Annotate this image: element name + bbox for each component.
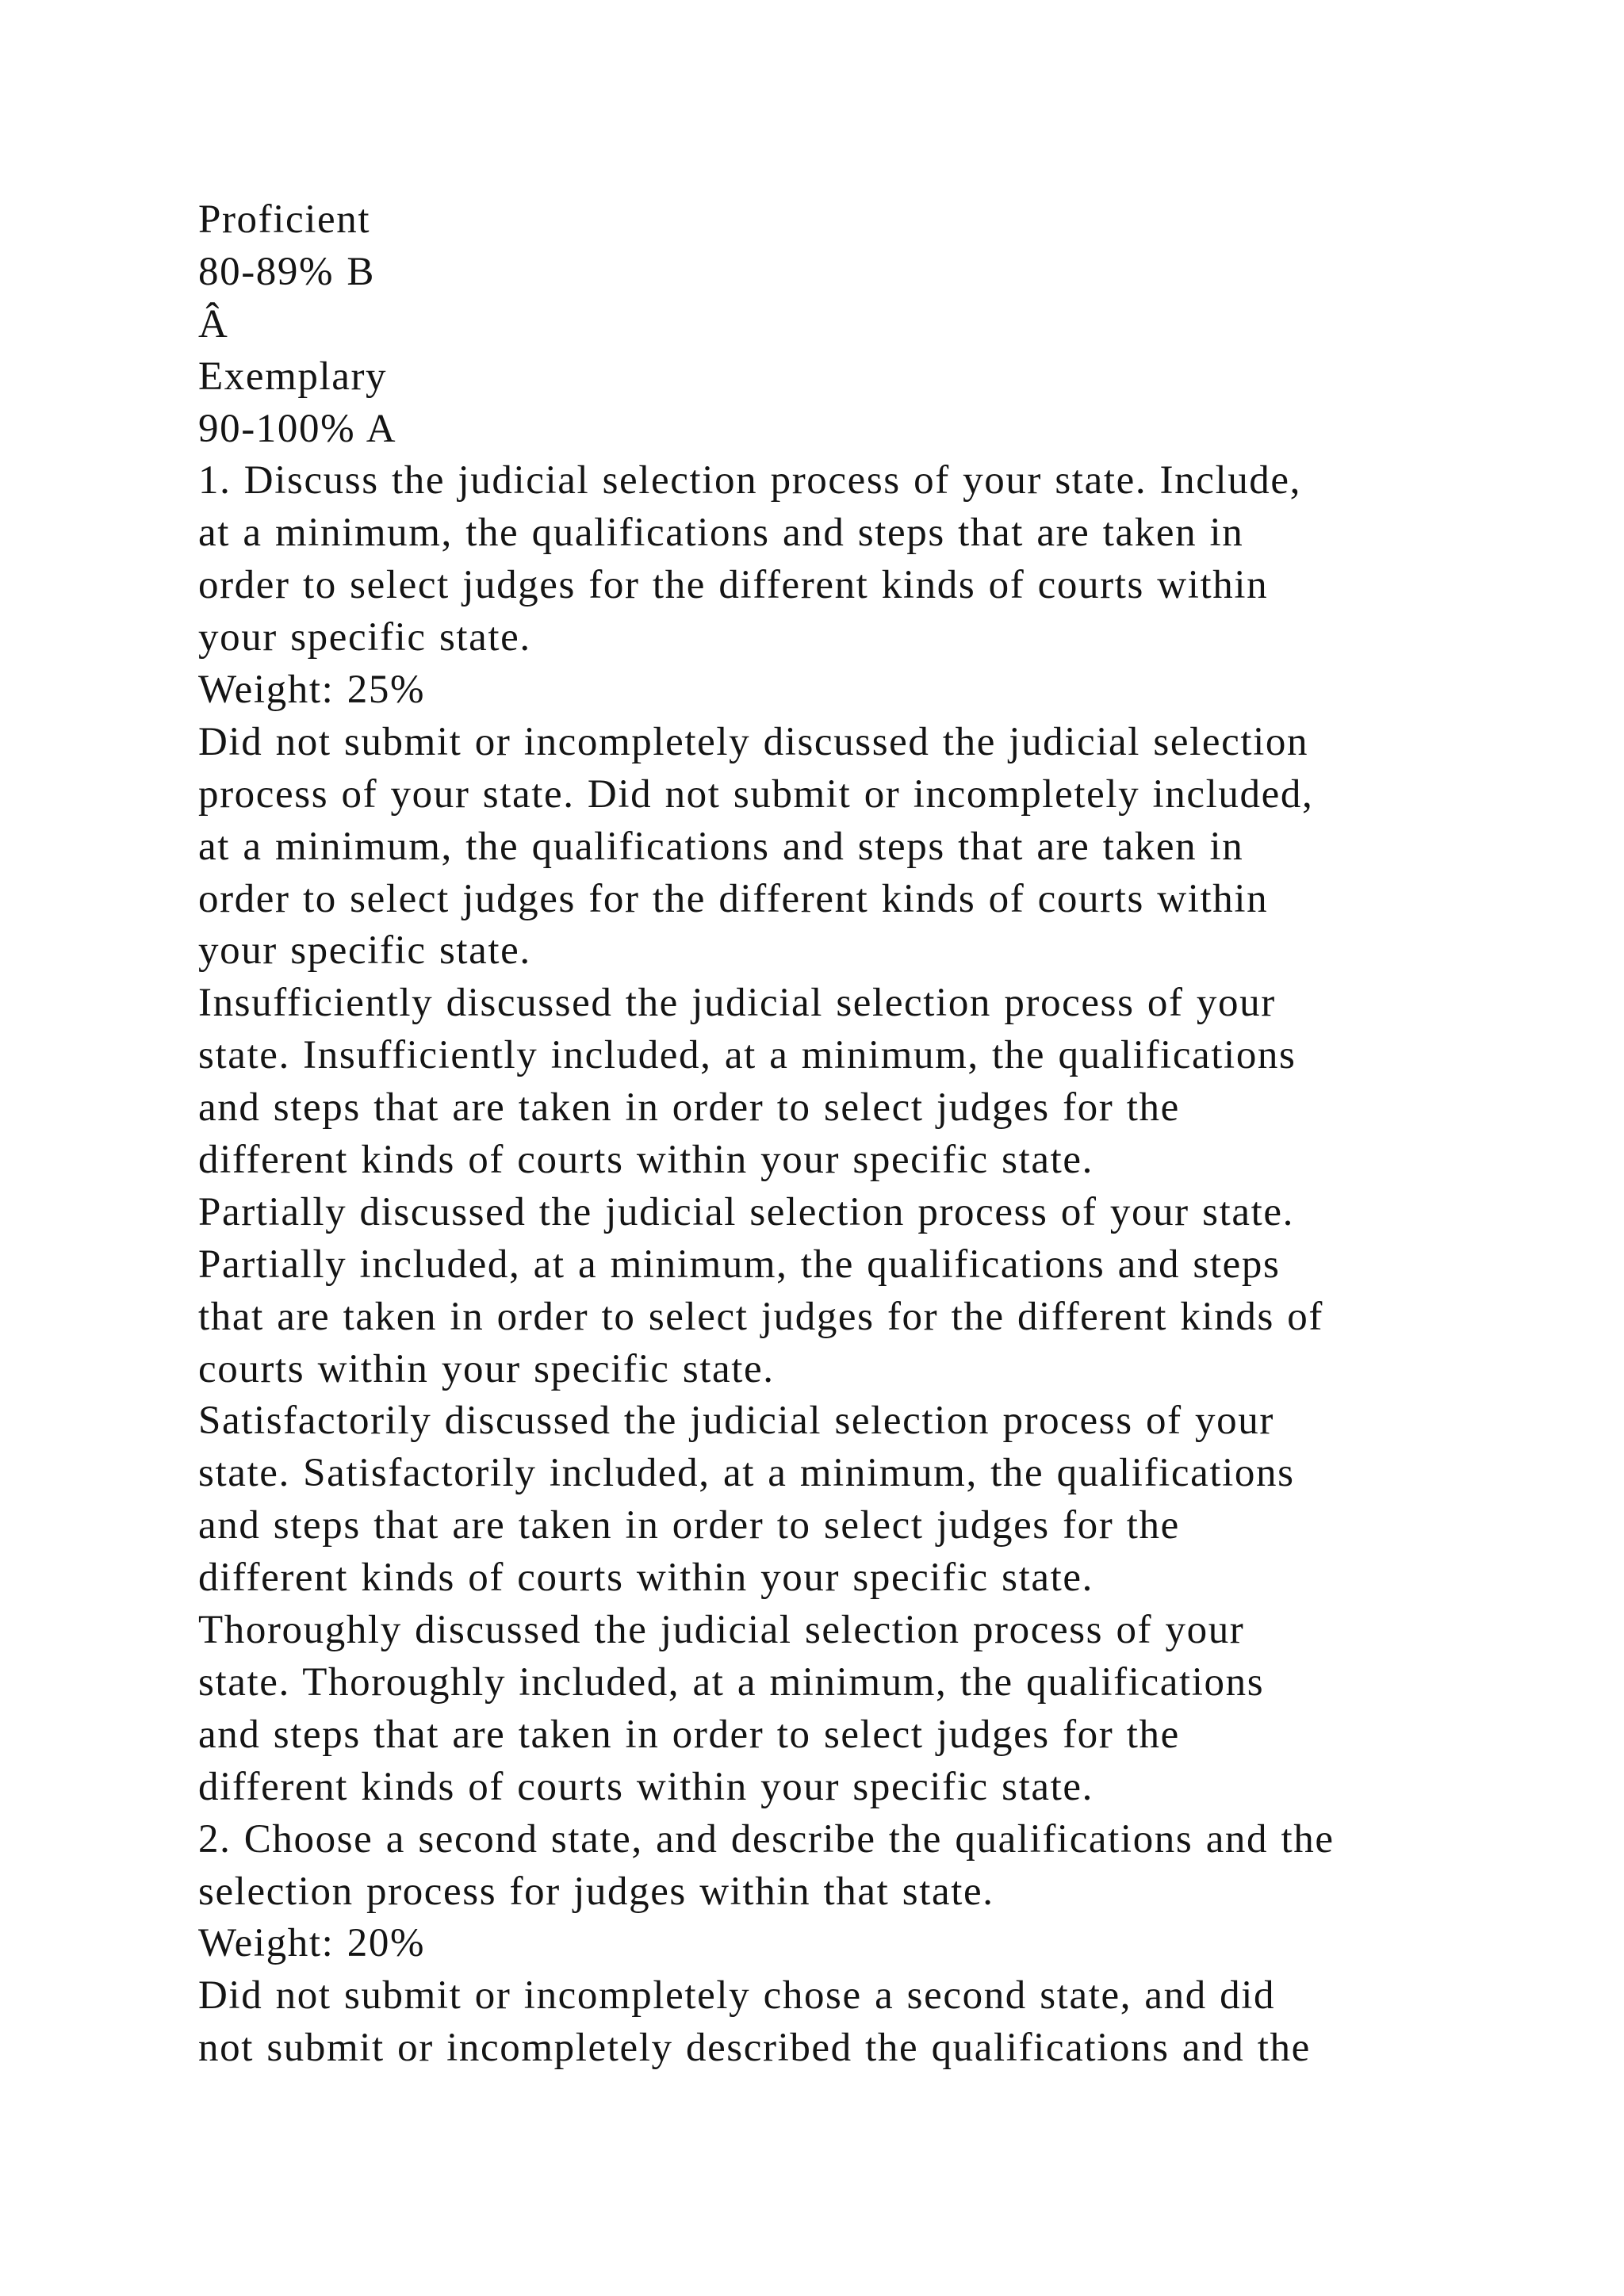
text-line: courts within your specific state. bbox=[198, 1346, 775, 1391]
text-line: 90-100% A bbox=[198, 406, 397, 451]
text-line: different kinds of courts within your specific state. bbox=[198, 1764, 1094, 1809]
text-line: at a minimum, the qualifications and steps that are taken in bbox=[198, 824, 1244, 869]
text-line: your specific state. bbox=[198, 615, 531, 660]
text-line: that are taken in order to select judges for the different kinds of bbox=[198, 1294, 1323, 1339]
text-line: 80-89% B bbox=[198, 249, 376, 294]
text-line: your specific state. bbox=[198, 928, 531, 974]
text-line: at a minimum, the qualifications and steps that are taken in bbox=[198, 511, 1244, 556]
text-line: Partially included, at a minimum, the qualifications and steps bbox=[198, 1242, 1281, 1287]
text-line: and steps that are taken in order to select judges for the bbox=[198, 1503, 1180, 1548]
text-line: and steps that are taken in order to select judges for the bbox=[198, 1085, 1180, 1131]
text-line: different kinds of courts within your specific state. bbox=[198, 1556, 1094, 1601]
text-line: Weight: 25% bbox=[198, 668, 426, 713]
text-line: Did not submit or incompletely chose a second state, and did bbox=[198, 1973, 1276, 2019]
text-line: 2. Choose a second state, and describe the qualifications and the bbox=[198, 1816, 1335, 1862]
text-line: order to select judges for the different kinds of courts within bbox=[198, 876, 1269, 921]
text-line: and steps that are taken in order to select judges for the bbox=[198, 1712, 1180, 1757]
text-line: Weight: 20% bbox=[198, 1921, 426, 1966]
text-line: process of your state. Did not submit or incompletely included, bbox=[198, 771, 1314, 817]
text-line: Satisfactorily discussed the judicial selection process of your bbox=[198, 1399, 1274, 1444]
text-line: state. Satisfactorily included, at a minimum, the qualifications bbox=[198, 1451, 1295, 1496]
text-line: state. Thoroughly included, at a minimum, the qualifications bbox=[198, 1659, 1265, 1705]
text-line: 1. Discuss the judicial selection process of your state. Include, bbox=[198, 458, 1301, 503]
text-line: Did not submit or incompletely discussed the judicial selection bbox=[198, 719, 1309, 764]
text-line: not submit or incompletely described the qualifications and the bbox=[198, 2026, 1311, 2071]
text-line: Thoroughly discussed the judicial selection process of your bbox=[198, 1608, 1245, 1653]
text-line: order to select judges for the different kinds of courts within bbox=[198, 563, 1269, 608]
text-line: Exemplary bbox=[198, 354, 388, 399]
text-line: Â bbox=[198, 301, 229, 346]
text-line: Proficient bbox=[198, 197, 371, 242]
text-line: Insufficiently discussed the judicial selection process of your bbox=[198, 981, 1276, 1026]
text-line: Partially discussed the judicial selection process of your state. bbox=[198, 1189, 1294, 1234]
text-line: selection process for judges within that state. bbox=[198, 1869, 994, 1914]
document-body bbox=[198, 194, 1546, 2075]
text-line: state. Insufficiently included, at a minimum, the qualifications bbox=[198, 1033, 1297, 1078]
text-line: different kinds of courts within your specific state. bbox=[198, 1138, 1094, 1183]
